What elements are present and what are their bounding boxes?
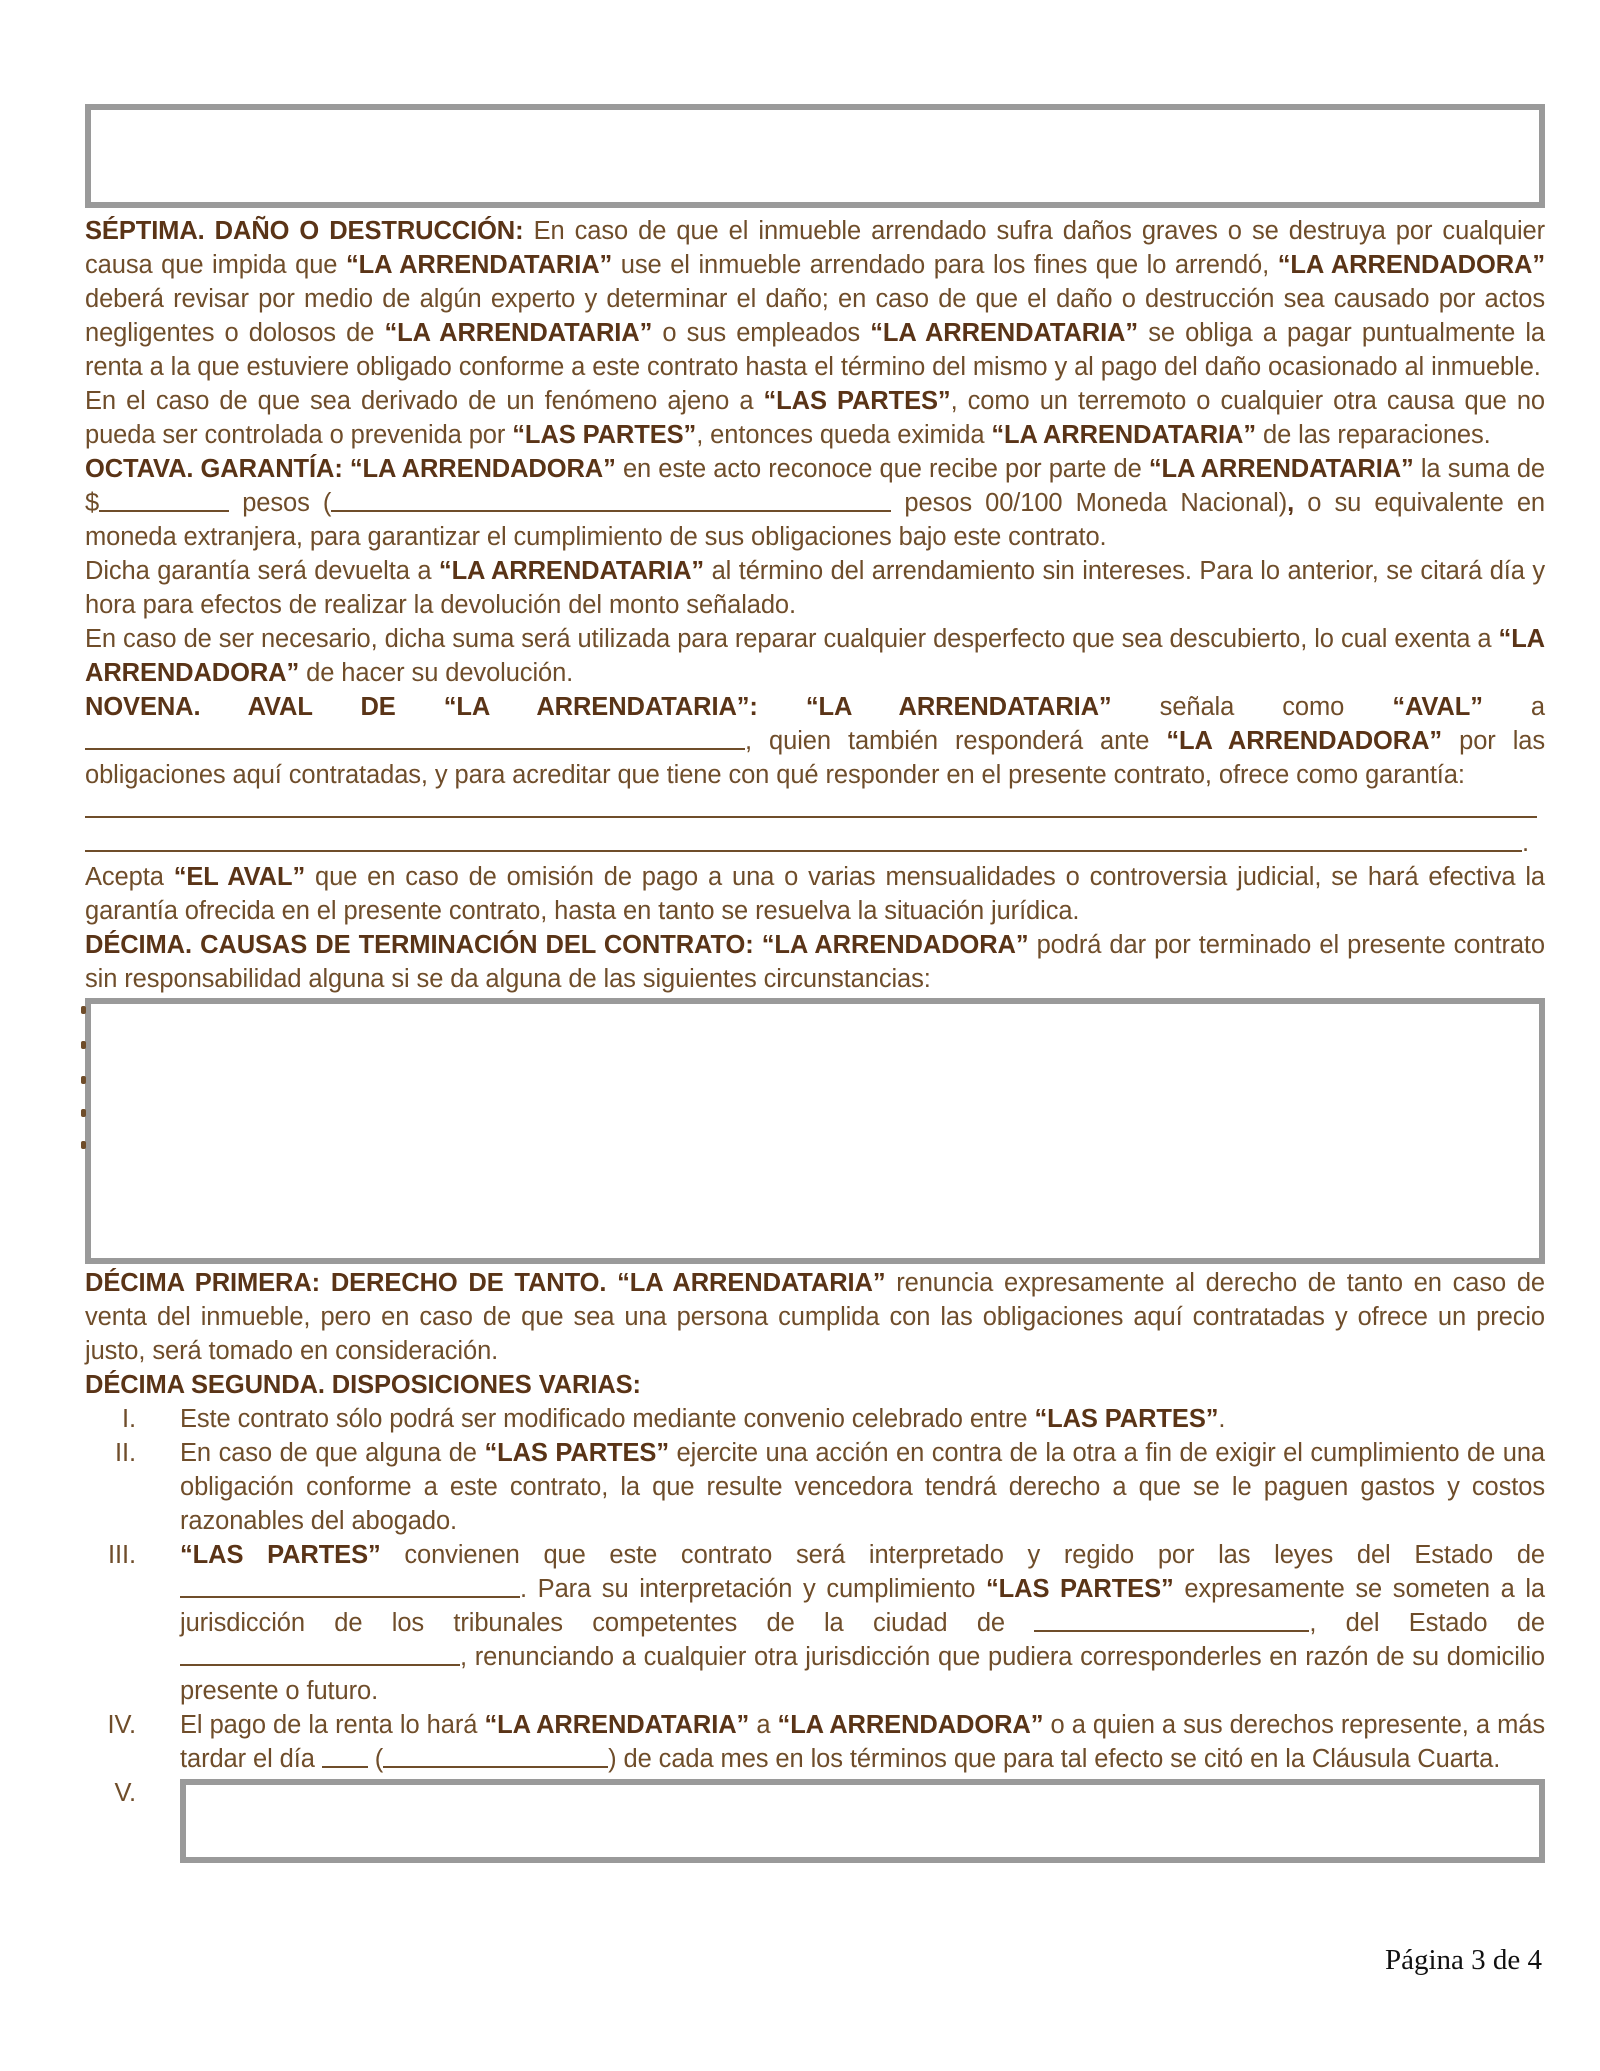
text-run: expresamente se someten a la jurisdicción de los tribunales competentes de la ciudad de — [180, 1575, 1545, 1637]
terminations-redaction-box — [85, 998, 1545, 1264]
clause-octava-desperfecto — [85, 622, 1545, 690]
bold-text-run: “LAS PARTES” — [512, 421, 697, 449]
list-item-iv — [85, 1708, 1545, 1776]
bold-text-run: “LA ARRENDATARIA” — [870, 319, 1139, 347]
bold-text-run: “LAS PARTES” — [763, 387, 951, 415]
list-item-number: IV. — [107, 1711, 136, 1739]
clause-octava-devolucion — [85, 554, 1545, 622]
top-redaction-box — [85, 104, 1545, 208]
bold-text-run: “LA ARRENDATARIA” — [484, 1711, 750, 1739]
bold-text-run: “LAS PARTES” — [986, 1575, 1174, 1603]
bold-text-run: , — [1287, 489, 1295, 517]
bold-text-run: “LA ARRENDADORA” — [1277, 251, 1546, 279]
text-run: Dicha garantía será devuelta a — [85, 557, 439, 585]
text-run: El pago de la renta lo hará — [180, 1711, 485, 1739]
list-item-v — [85, 1776, 1545, 1865]
list-item-body — [180, 1436, 1545, 1538]
bold-text-run: “LA ARRENDATARIA” — [438, 557, 705, 585]
clause-novena — [85, 690, 1545, 792]
list-item-body — [180, 1708, 1545, 1776]
text-run: a — [749, 1711, 778, 1739]
list-item-body — [180, 1776, 1545, 1865]
list-item-ii — [85, 1436, 1545, 1538]
clause-septima — [85, 214, 1545, 384]
clause-novena-acepta — [85, 860, 1545, 928]
text-run: , del Estado de — [1309, 1609, 1545, 1637]
text-run: ) de cada mes en los términos que para tal efecto se citó en la Cláusula Cuarta. — [608, 1745, 1501, 1773]
list-item-body — [180, 1538, 1545, 1708]
text-run: En caso de que el inmueble arrendado sufra daños graves o se destruya por cualquier causa que impida que — [85, 217, 1545, 279]
blank-field — [85, 797, 1537, 818]
text-run: de hacer su devolución. — [299, 659, 574, 687]
list-item-number: V. — [114, 1779, 136, 1807]
text-fragment-mark — [81, 1076, 86, 1084]
text-run: En el caso de que sea derivado de un fenómeno ajeno a — [85, 387, 764, 415]
blank-field — [322, 1747, 368, 1768]
bold-text-run: “LAS PARTES” — [180, 1541, 381, 1569]
bold-text-run: OCTAVA. GARANTÍA: “LA ARRENDADORA” — [85, 455, 616, 483]
bold-text-run: DÉCIMA. CAUSAS DE TERMINACIÓN DEL CONTRATO: “LA ARRENDADORA” — [85, 931, 1029, 959]
text-run: En caso de que alguna de — [180, 1439, 485, 1467]
text-run: la suma de $ — [85, 455, 1545, 517]
text-fragment-mark — [81, 1109, 86, 1117]
text-run: señala como — [1111, 693, 1393, 721]
clause-decima-primera — [85, 1266, 1545, 1368]
item-v-redaction-box — [180, 1779, 1545, 1863]
text-run: pesos 00/100 Moneda Nacional) — [891, 489, 1288, 517]
blank-field — [85, 729, 745, 750]
bold-text-run: “LA ARRENDATARIA” — [384, 319, 653, 347]
bold-text-run: “LA ARRENDADORA” — [85, 625, 1545, 687]
bold-text-run: “LA ARRENDADORA” — [1166, 727, 1443, 755]
clause-decima-segunda-heading — [85, 1368, 1545, 1402]
text-run: o sus empleados — [652, 319, 871, 347]
bold-text-run: “AVAL” — [1392, 693, 1483, 721]
text-run: . Para su interpretación y cumplimiento — [520, 1575, 987, 1603]
blank-field — [180, 1577, 520, 1598]
garantia-blank-lines — [85, 792, 1545, 860]
text-fragment-mark — [81, 1006, 86, 1014]
text-run: . — [1522, 829, 1529, 857]
blank-field — [331, 491, 891, 512]
text-run: en este acto reconoce que recibe por parte de — [615, 455, 1149, 483]
list-item-body — [180, 1402, 1545, 1436]
text-fragment-mark — [81, 1141, 86, 1149]
document-content — [85, 104, 1545, 1865]
text-run: use el inmueble arrendado para los fines que lo arrendó, — [612, 251, 1278, 279]
blank-field — [1034, 1611, 1309, 1632]
clause-decima — [85, 928, 1545, 996]
text-run: , renunciando a cualquier otra jurisdicción que pudiera corresponderles en razón de su domicilio presente o futuro. — [180, 1643, 1545, 1705]
bold-text-run: SÉPTIMA. DAÑO O DESTRUCCIÓN: — [85, 217, 534, 245]
text-run: convienen que este contrato será interpretado y regido por las leyes del Estado de — [380, 1541, 1545, 1569]
text-run: podrá dar por terminado el presente contrato sin responsabilidad alguna si se da alguna de las siguientes circunstancias: — [85, 931, 1545, 993]
clause-septima-fenomeno — [85, 384, 1545, 452]
text-run: Este contrato sólo podrá ser modificado mediante convenio celebrado entre — [180, 1405, 1035, 1433]
text-run: . — [1218, 1405, 1226, 1433]
blank-field — [383, 1747, 608, 1768]
bold-text-run: “LA ARRENDATARIA” — [1148, 455, 1414, 483]
bold-text-run: “LAS PARTES” — [484, 1439, 669, 1467]
text-run: a — [1482, 693, 1545, 721]
blank-field — [180, 1645, 460, 1666]
blank-field — [99, 491, 229, 512]
text-run: o a quien a sus derechos represente, a más tardar el día — [180, 1711, 1545, 1773]
text-run: al término del arrendamiento sin intereses. Para lo anterior, se citará día y hora para efectos de realizar la devolución del monto señalado. — [85, 557, 1546, 619]
page-number: Página 3 de 4 — [1384, 1944, 1542, 1976]
list-item-iii — [85, 1538, 1545, 1708]
bold-text-run: “LA ARRENDATARIA” — [345, 251, 613, 279]
text-run: que en caso de omisión de pago a una o varias mensualidades o controversia judicial, se hará efectiva la garantía ofrecida en el presente contrato, hasta en tanto se resuelva la situación jurídica. — [85, 863, 1546, 925]
text-run: deberá revisar por medio de algún experto y determinar el daño; en caso de que el daño o destrucción sea causado por actos negligentes o dolosos de — [85, 285, 1545, 347]
bold-text-run: NOVENA. AVAL DE “LA ARRENDATARIA”: “LA ARRENDATARIA” — [85, 693, 1112, 721]
bold-text-run: “LAS PARTES” — [1034, 1405, 1219, 1433]
text-run: se obliga a pagar puntualmente la renta a la que estuviere obligado conforme a este contrato hasta el término del mismo y al pago del daño ocasionado al inmueble. — [85, 319, 1545, 381]
list-item-number: III. — [108, 1541, 136, 1569]
text-run: ejercite una acción en contra de la otra a fin de exigir el cumplimiento de una obligación conforme a este contrato, la que resulte vencedora tendrá derecho a que se le paguen gastos y costos razonables del abogado. — [180, 1439, 1545, 1535]
bold-text-run: “LA ARRENDADORA” — [777, 1711, 1044, 1739]
list-item-number: II. — [115, 1439, 136, 1467]
text-run: pesos ( — [229, 489, 332, 517]
text-run: de las reparaciones. — [1256, 421, 1491, 449]
text-run: En caso de ser necesario, dicha suma será utilizada para reparar cualquier desperfecto que sea descubierto, lo cual exenta a — [85, 625, 1499, 653]
text-run: , quien también responderá ante — [745, 727, 1167, 755]
bold-text-run: DÉCIMA SEGUNDA. DISPOSICIONES VARIAS: — [85, 1371, 641, 1399]
text-run: renuncia expresamente al derecho de tanto en caso de venta del inmueble, pero en caso de que sea una persona cumplida con las obligaciones aquí contratadas y ofrece un precio justo, será tomado en consideración. — [85, 1269, 1545, 1365]
text-fragment-mark — [81, 1041, 86, 1049]
bold-text-run: DÉCIMA PRIMERA: DERECHO DE TANTO. “LA ARRENDATARIA” — [85, 1269, 886, 1297]
text-run: , entonces queda eximida — [696, 421, 992, 449]
list-item-number: I. — [122, 1405, 136, 1433]
blank-field — [85, 831, 1522, 852]
text-run: por las obligaciones aquí contratadas, y para acreditar que tiene con qué responder en el presente contrato, ofrece como garantía: — [85, 727, 1546, 789]
list-item-i — [85, 1402, 1545, 1436]
text-run: , como un terremoto o cualquier otra causa que no pueda ser controlada o prevenida por — [85, 387, 1545, 449]
clause-octava — [85, 452, 1545, 554]
text-run: ( — [367, 1745, 384, 1773]
text-run: o su equivalente en moneda extranjera, para garantizar el cumplimiento de sus obligaciones bajo este contrato. — [85, 489, 1545, 551]
text-run: Acepta — [85, 863, 174, 891]
bold-text-run: “LA ARRENDATARIA” — [991, 421, 1257, 449]
bold-text-run: “EL AVAL” — [173, 863, 306, 891]
